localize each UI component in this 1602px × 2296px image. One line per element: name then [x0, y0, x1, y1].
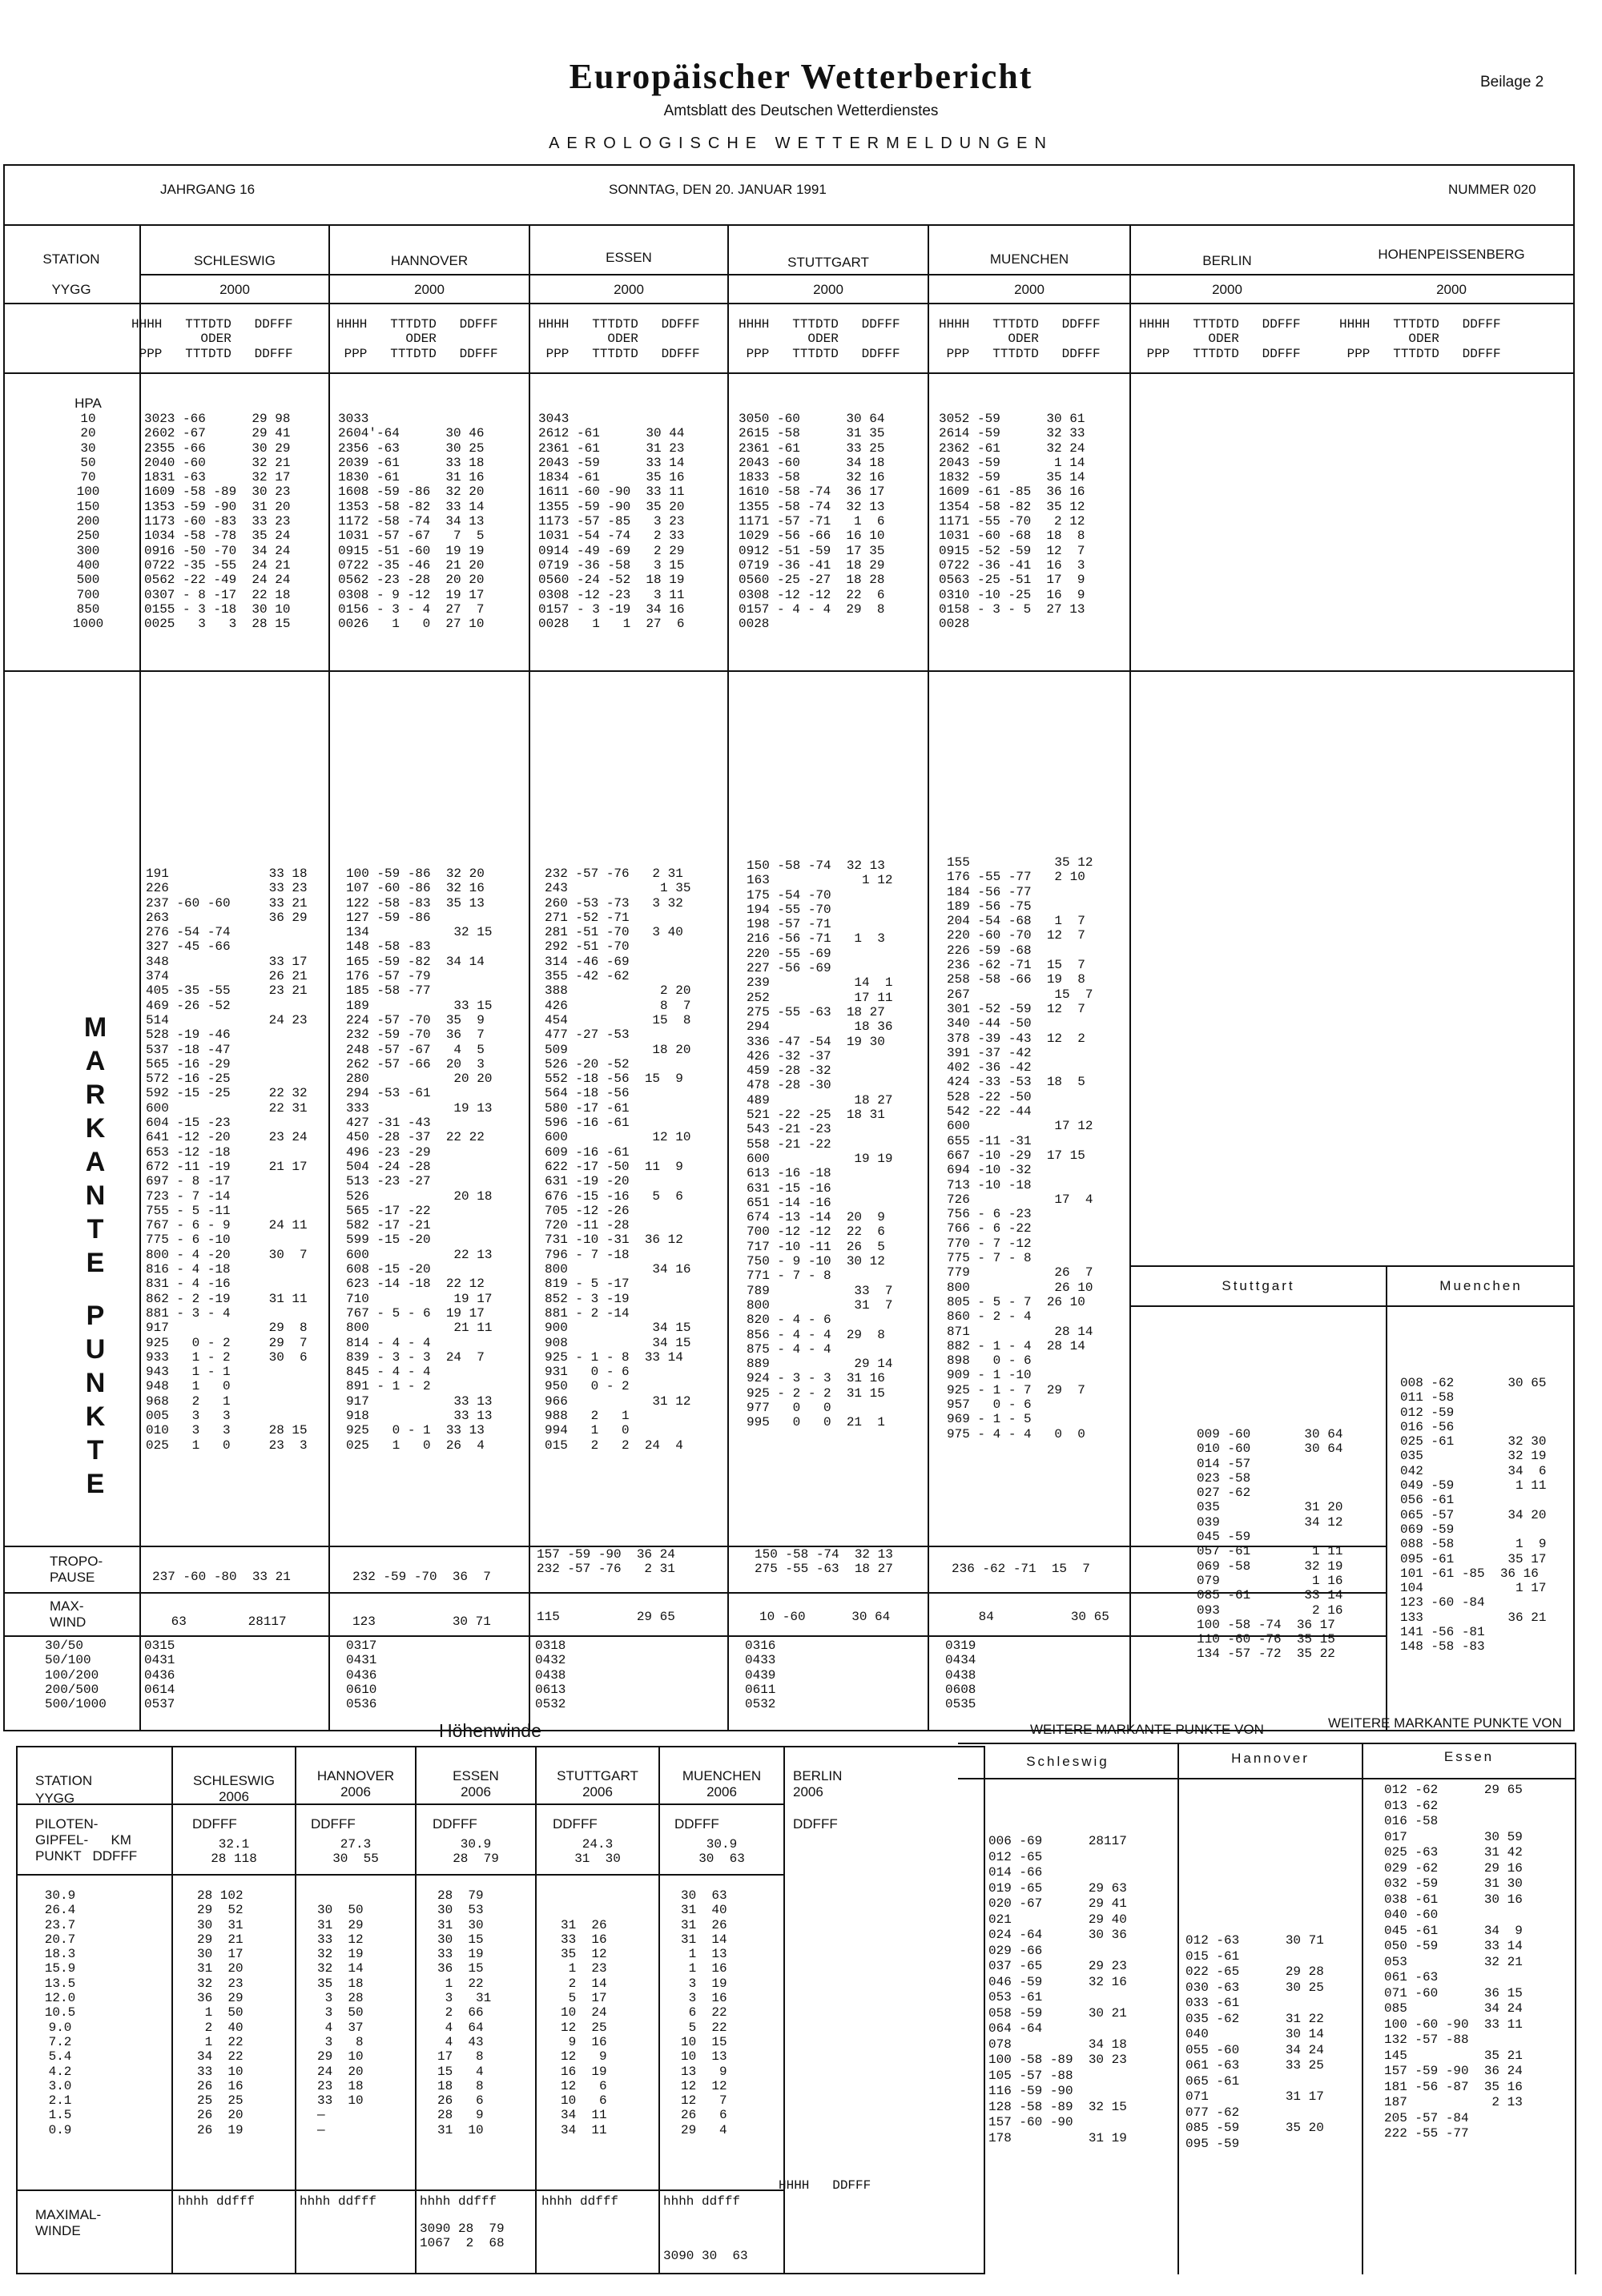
divider: [1131, 1305, 1575, 1307]
divider: [328, 224, 330, 1731]
station-hohenpeissenberg: HOHENPEISSENBERG: [1378, 247, 1525, 262]
divider: [1129, 224, 1131, 1731]
divider: [1386, 1265, 1387, 1731]
muenchen-extra-head: Muenchen: [1439, 1278, 1523, 1293]
divider: [1131, 1265, 1575, 1267]
markante-stuttgart: 150 -58 -74 32 13 163 1 12 175 -54 -70 194 -55 -70 198 -57 -71 216 -56 -71 1 3 220 -55 -69 227 -56 -69 239 14 1 252 17 11 275 -55 -63 18 27 294 18 36 336 -47 -54 19 30 426 -32 -37 459 -28 -32 478 -28 -30 489 18 27 521 -22 -25 18 31 543 -21 -23 558 -21 -22 600 19 19 613 -16 -18 631 -15 -16 651 -14 -16 674 -13 -14 20 9 700 -12 -12 22 6 717 -10 -11 26 5 750 - 9 -10 30 12 771 - 7 - 8 789 33 7 800 31 7 820 - 4 - 6 856 - 4 - 4 29 8 875 - 4 - 4 889 29 14 924 - 3 - 3 31 16 925 - 2 - 2 31 15 977 0 0 995 0 0 21 1: [747, 858, 893, 1430]
hw-max-head: hhhh ddfff: [663, 2194, 741, 2209]
station-schleswig: SCHLESWIG: [193, 253, 276, 268]
weitere-schleswig-head: Schleswig: [1026, 1754, 1109, 1769]
tropopause-muenchen: 236 -62 -71 15 7: [952, 1562, 1090, 1576]
hw-gipfel-hannover: 27.3 30 55: [332, 1837, 379, 1867]
divider: [1177, 1743, 1179, 2274]
hw-ddfff: DDFFF: [433, 1816, 477, 1832]
weitere-head-1: WEITERE MARKANTE PUNKTE VON: [1030, 1722, 1264, 1737]
divider: [171, 1746, 173, 2274]
hw-max-head: hhhh ddfff: [541, 2194, 619, 2209]
station-stuttgart: STUTTGART: [787, 255, 869, 270]
divider: [1362, 1743, 1363, 2274]
maxwind-essen: 115 29 65: [537, 1610, 675, 1624]
hw-station-berlin: BERLIN 2006: [793, 1768, 843, 1799]
hw-maximal-label: MAXIMAL- WINDE: [35, 2207, 102, 2238]
hw-station-schleswig: SCHLESWIG 2006: [192, 1773, 276, 1804]
hoehenwinde-title: Höhenwinde: [439, 1720, 541, 1741]
yygg-label: YYGG: [51, 282, 91, 297]
divider: [958, 1743, 1575, 1744]
standard-levels-hannover: 3033 2604'-64 30 46 2356 -63 30 25 2039 -61 33 18 1830 -61 31 16 1608 -59 -86 32 20 1353 -58 -82 33 14 1172 -58 -74 34 13 1031 -57 -67 7 5 0915 -51 -60 19 19 0722 -35 -46 21 20 0562 -23 -28 20 20 0308 - 9 -12 19 17 0156 - 3 - 4 27 7 0026 1 0 27 10: [338, 412, 485, 632]
markante-schleswig: 191 33 18 226 33 23 237 -60 -60 33 21 263 36 29 276 -54 -74 327 -45 -66 348 33 17 374 26 21 405 -35 -55 23 21 469 -26 -52 514 24 23 528 -19 -46 537 -18 -47 565 -16 -29 572 -16 -25 592 -15 -25 22 32 600 22 31 604 -15 -23 641 -12 -20 23 24 653 -12 -18 672 -11 -19 21 17 697 - 8 -17 723 - 7 -14 755 - 5 -11 767 - 6 - 9 24 11 775 - 6 -10 800 - 4 -20 30 7 816 - 4 -18 831 - 4 -16 862 - 2 -19 31 11 881 - 3 - 4 917 29 8 925 0 - 2 29 7 933 1 - 2 30 6 943 1 - 1 948 1 0 968 2 1 005 3 3 010 3 3 28 15 025 1 0 23 3: [146, 867, 308, 1453]
maxwind-muenchen: 84 30 65: [971, 1610, 1109, 1624]
markante-muenchen: 155 35 12 176 -55 -77 2 10 184 -56 -77 189 -56 -75 204 -54 -68 1 7 220 -60 -70 12 7 226 -59 -68 236 -62 -71 15 7 258 -58 -66 19 8 267 15 7 301 -52 -59 12 7 340 -44 -50 378 -39 -43 12 2 391 -37 -42 402 -36 -42 424 -33 -53 18 5 528 -22 -50 542 -22 -44 600 17 12 655 -11 -31 667 -10 -29 17 15 694 -10 -32 713 -10 -18 726 17 4 756 - 6 -23 766 - 6 -22 770 - 7 -12 775 - 7 - 8 779 26 7 800 26 10 805 - 5 - 7 26 10 860 - 2 - 4 871 28 14 882 - 1 - 4 28 14 898 0 - 6 909 - 1 -10 925 - 1 - 7 29 7 957 0 - 6 969 - 1 - 5 975 - 4 - 4 0 0: [947, 855, 1093, 1442]
station-berlin: BERLIN: [1202, 253, 1252, 268]
standard-levels-schleswig: 3023 -66 29 98 2602 -67 29 41 2355 -66 30 29 2040 -60 32 21 1831 -63 32 17 1609 -58 -89 30 23 1353 -59 -90 31 20 1173 -60 -83 33 23 1034 -58 -78 35 24 0916 -50 -70 34 24 0722 -35 -55 24 21 0562 -22 -49 24 24 0307 - 8 -17 22 18 0155 - 3 -18 30 10 0025 3 3 28 15: [144, 412, 291, 632]
station-yygg: 2000: [414, 282, 445, 297]
tropopause-label: TROPO- PAUSE: [50, 1554, 103, 1585]
hw-max-head: hhhh ddfff: [300, 2194, 377, 2209]
section-title: AEROLOGISCHE WETTERMELDUNGEN: [549, 135, 1053, 152]
station-yygg: 2000: [1212, 282, 1242, 297]
layers-muenchen: 0319 0434 0438 0608 0535: [945, 1639, 976, 1712]
hw-max-head: hhhh ddfff: [178, 2194, 256, 2209]
station-yygg: 2000: [1436, 282, 1467, 297]
station-muenchen: MUENCHEN: [989, 251, 1069, 267]
hw-ddfff: DDFFF: [793, 1816, 838, 1832]
issue-date: SONNTAG, DEN 20. JANUAR 1991: [609, 182, 827, 197]
maxwind-hannover: 123 30 71: [352, 1614, 491, 1629]
layer-labels: 30/50 50/100 100/200 200/500 500/1000: [45, 1639, 107, 1712]
layers-hannover: 0317 0431 0436 0610 0536: [346, 1639, 377, 1712]
hw-winds-hannover: 30 50 31 29 33 12 32 19 32 14 35 18 3 28 3 50 4 37 3 8 29 10 24 20 23 18 33 10 — —: [317, 1903, 364, 2137]
station-essen: ESSEN: [606, 250, 652, 265]
beilage-label: Beilage 2: [1480, 74, 1544, 90]
station-yygg: 2000: [1014, 282, 1045, 297]
hw-max-essen: 3090 28 79 1067 2 68: [420, 2222, 505, 2251]
weitere-essen-head: Essen: [1443, 1749, 1495, 1764]
divider: [3, 1635, 1386, 1637]
divider: [535, 1746, 537, 2274]
muenchen-extra-values: 008 -62 30 65 011 -58 012 -59 016 -56 025 -61 32 30 035 32 19 042 34 6 049 -59 1 11 056 -61 065 -57 34 20 069 -59 088 -58 1 9 095 -61 35 17 101 -61 -85 36 16 104 1 17 123 -60 -84 133 36 21 141 -56 -81 148 -58 -83: [1400, 1376, 1547, 1655]
markante-hannover: 100 -59 -86 32 20 107 -60 -86 32 16 122 -58 -83 35 13 127 -59 -86 134 32 15 148 -58 -83 165 -59 -82 34 14 176 -57 -79 185 -58 -77 189 33 15 224 -57 -70 35 9 232 -59 -70 36 7 248 -57 -67 4 5 262 -57 -66 20 3 280 20 20 294 -53 -61 333 19 13 427 -31 -43 450 -28 -37 22 22 496 -23 -29 504 -24 -28 513 -23 -27 526 20 18 565 -17 -22 582 -17 -21 599 -15 -20 600 22 13 608 -15 -20 623 -14 -18 22 12 710 19 17 767 - 5 - 6 19 17 800 21 11 814 - 4 - 4 839 - 3 - 3 24 7 845 - 4 - 4 891 - 1 - 2 917 33 13 918 33 13 925 0 - 1 33 13 025 1 0 26 4: [346, 867, 493, 1453]
divider: [139, 224, 141, 1731]
divider: [529, 224, 530, 1731]
page-subtitle: Amtsblatt des Deutschen Wetterdienstes: [663, 103, 939, 119]
hw-gipfel-essen: 30.9 28 79: [453, 1837, 499, 1867]
station-yygg: 2000: [219, 282, 250, 297]
issue-number: NUMMER 020: [1448, 182, 1536, 197]
divider: [928, 224, 929, 1731]
divider: [727, 224, 729, 1731]
maxwind-schleswig: 63 28117: [163, 1614, 287, 1629]
weitere-head-2: WEITERE MARKANTE PUNKTE VON: [1328, 1715, 1562, 1731]
column-head: HHHH TTTDTD DDFFF ODER PPP TTTDTD DDFFF: [131, 317, 293, 361]
hw-max-head: HHHH DDFFF: [779, 2178, 871, 2193]
layers-schleswig: 0315 0431 0436 0614 0537: [144, 1639, 175, 1712]
maxwind-stuttgart: 10 -60 30 64: [759, 1610, 891, 1624]
page-title: Europäischer Wetterbericht: [569, 57, 1033, 96]
hoehenwinde-frame: [16, 1746, 985, 2274]
weitere-hannover-values: 012 -63 30 71 015 -61 022 -65 29 28 030 -63 30 25 033 -61 035 -62 31 22 040 30 14 055 -60 34 24 061 -63 33 25 065 -61 071 31 17 077 -62 085 -59 35 20 095 -59: [1185, 1933, 1324, 2151]
tropopause-essen: 157 -59 -90 36 24 232 -57 -76 2 31: [537, 1547, 675, 1577]
hpa-levels: 10 20 30 50 70 100 150 200 250 300 400 500 700 850 1000: [72, 412, 104, 632]
standard-levels-stuttgart: 3050 -60 30 64 2615 -58 31 35 2361 -61 33 25 2043 -60 34 18 1833 -58 32 16 1610 -58 -74 36 17 1355 -58 -74 32 13 1171 -57 -71 1 6 1029 -56 -66 16 10 0912 -51 -59 17 35 0719 -36 -41 18 29 0560 -25 -27 18 28 0308 -12 -12 22 6 0157 - 4 - 4 29 8 0028: [739, 412, 885, 632]
hw-piloten-label: PILOTEN- GIPFEL- KM PUNKT DDFFF: [35, 1816, 138, 1864]
hw-station-stuttgart: STUTTGART 2006: [557, 1768, 638, 1799]
hw-ddfff: DDFFF: [674, 1816, 719, 1832]
hw-winds-muenchen: 30 63 31 40 31 26 31 14 1 13 1 16 3 19 3 16 6 22 5 22 10 15 10 13 13 9 12 12 12 7 26 6 29 4: [681, 1888, 727, 2137]
divider: [16, 2189, 785, 2191]
column-head: HHHH TTTDTD DDFFF ODER PPP TTTDTD DDFFF: [1139, 317, 1301, 361]
station-yygg: 2000: [813, 282, 843, 297]
hw-ddfff: DDFFF: [553, 1816, 598, 1832]
divider: [139, 274, 1575, 275]
maxwind-label: MAX- WIND: [50, 1598, 87, 1630]
hw-winds-schleswig: 28 102 29 52 30 31 29 21 30 17 31 20 32 23 36 29 1 50 2 40 1 22 34 22 33 10 26 16 25 25 26 20 26 19: [197, 1888, 244, 2137]
hw-station-label: STATION: [35, 1773, 93, 1788]
hpa-label: HPA: [74, 396, 102, 411]
column-head: HHHH TTTDTD DDFFF ODER PPP TTTDTD DDFFF: [538, 317, 700, 361]
divider: [16, 1874, 785, 1876]
stuttgart-extra-head: Stuttgart: [1222, 1278, 1295, 1293]
divider: [3, 303, 1575, 304]
divider: [783, 1746, 785, 2274]
markante-punkte-label: M A R K A N T E P U N K T E: [83, 1012, 107, 1499]
divider: [3, 1546, 1386, 1547]
hw-yygg-label: YYGG: [35, 1791, 75, 1806]
weitere-schleswig-values: 006 -69 28117 012 -65 014 -66 019 -65 29 63 020 -67 29 41 021 29 40 024 -64 30 36 029 -66 037 -65 29 23 046 -59 32 16 053 -61 058 -59 30 21 064 -64 078 34 18 100 -58 -89 30 23 105 -57 -88 116 -59 -90 128 -58 -89 32 15 157 -60 -90 178 31 19: [988, 1834, 1127, 2145]
hw-gipfel-muenchen: 30.9 30 63: [698, 1837, 745, 1867]
column-head: HHHH TTTDTD DDFFF ODER PPP TTTDTD DDFFF: [1339, 317, 1501, 361]
column-head: HHHH TTTDTD DDFFF ODER PPP TTTDTD DDFFF: [336, 317, 498, 361]
jahrgang: JAHRGANG 16: [160, 182, 256, 197]
divider: [295, 1746, 296, 2274]
hw-max-head: hhhh ddfff: [420, 2194, 497, 2209]
divider: [3, 670, 1575, 672]
standard-levels-essen: 3043 2612 -61 30 44 2361 -61 31 23 2043 -59 33 14 1834 -61 35 16 1611 -60 -90 33 11 1355 -59 -90 35 20 1173 -57 -85 3 23 1031 -54 -74 2 33 0914 -49 -69 2 29 0719 -36 -58 3 15 0560 -24 -52 18 19 0308 -12 -23 3 11 0157 - 3 -19 34 16 0028 1 1 27 6: [538, 412, 685, 632]
column-head: HHHH TTTDTD DDFFF ODER PPP TTTDTD DDFFF: [939, 317, 1101, 361]
hw-ddfff: DDFFF: [311, 1816, 356, 1832]
weitere-essen-values: 012 -62 29 65 013 -62 016 -58 017 30 59 025 -63 31 42 029 -62 29 16 032 -59 31 30 038 -61 30 16 040 -60 045 -61 34 9 050 -59 33 14 053 32 21 061 -63 071 -60 36 15 085 34 24 100 -60 -90 33 11 132 -57 -88 145 35 21 157 -59 -90 36 24 181 -56 -87 35 16 187 2 13 205 -57 -84 222 -55 -77: [1384, 1783, 1523, 2141]
column-head: HHHH TTTDTD DDFFF ODER PPP TTTDTD DDFFF: [739, 317, 900, 361]
hw-gipfel-stuttgart: 24.3 31 30: [574, 1837, 621, 1867]
hw-station-muenchen: MUENCHEN 2006: [682, 1768, 762, 1799]
hw-winds-essen: 28 79 30 53 31 30 30 15 33 19 36 15 1 22 3 31 2 66 4 64 4 43 17 8 15 4 18 8 26 6 28 9 31 10: [437, 1888, 492, 2137]
weitere-hannover-head: Hannover: [1231, 1751, 1310, 1766]
hw-ddfff: DDFFF: [192, 1816, 237, 1832]
divider: [415, 1746, 417, 2274]
divider: [3, 372, 1575, 374]
hw-max-muenchen: 3090 30 63: [663, 2249, 748, 2263]
hw-gipfel-schleswig: 32.1 28 118: [211, 1837, 257, 1867]
divider: [658, 1746, 660, 2274]
layers-essen: 0318 0432 0438 0613 0532: [535, 1639, 566, 1712]
station-yygg: 2000: [614, 282, 644, 297]
divider: [16, 1803, 785, 1805]
tropopause-hannover: 232 -59 -70 36 7: [352, 1570, 491, 1584]
hw-station-hannover: HANNOVER 2006: [316, 1768, 395, 1799]
standard-levels-muenchen: 3052 -59 30 61 2614 -59 32 33 2362 -61 32 24 2043 -59 1 14 1832 -59 35 14 1609 -61 -85 36 16 1354 -58 -82 35 12 1171 -55 -70 2 12 1031 -60 -68 18 8 0915 -52 -59 12 7 0722 -36 -41 16 3 0563 -25 -51 17 9 0310 -10 -25 16 9 0158 - 3 - 5 27 13 0028: [939, 412, 1085, 632]
hw-station-essen: ESSEN 2006: [453, 1768, 499, 1799]
divider: [3, 224, 1575, 226]
divider: [1575, 1743, 1576, 2274]
tropopause-schleswig: 237 -60 -80 33 21: [152, 1570, 291, 1584]
station-hannover: HANNOVER: [390, 253, 469, 268]
hw-winds-stuttgart: 31 26 33 16 35 12 1 23 2 14 5 17 10 24 12 25 9 16 12 9 16 19 12 6 10 6 34 11 34 11: [561, 1917, 607, 2137]
layers-stuttgart: 0316 0433 0439 0611 0532: [745, 1639, 776, 1712]
divider: [3, 1592, 1386, 1594]
hw-km-levels: 30.9 26.4 23.7 20.7 18.3 15.9 13.5 12.0 10.5 9.0 7.2 5.4 4.2 3.0 2.1 1.5 0.9: [44, 1888, 76, 2137]
stuttgart-extra-values: 009 -60 30 64 010 -60 30 64 014 -57 023 -58 027 -62 035 31 20 039 34 12 045 -59 057 -61 1 11 069 -58 32 19 079 1 16 085 -61 33 14 093 2 16 100 -58 -74 36 17 110 -60 -76 35 15 134 -57 -72 35 22: [1197, 1427, 1343, 1662]
divider: [958, 1778, 1575, 1779]
station-label: STATION: [42, 251, 100, 267]
tropopause-stuttgart: 150 -58 -74 32 13 275 -55 -63 18 27: [755, 1547, 893, 1577]
markante-essen: 232 -57 -76 2 31 243 1 35 260 -53 -73 3 32 271 -52 -71 281 -51 -70 3 40 292 -51 -70 314 -46 -69 355 -42 -62 388 2 20 426 8 7 454 15 8 477 -27 -53 509 18 20 526 -20 -52 552 -18 -56 15 9 564 -18 -56 580 -17 -61 596 -16 -61 600 12 10 609 -16 -61 622 -17 -50 11 9 631 -19 -20 676 -15 -16 5 6 705 -12 -26 720 -11 -28 731 -10 -31 36 12 796 - 7 -18 800 34 16 819 - 5 -17 852 - 3 -19 881 - 2 -14 900 34 15 908 34 15 925 - 1 - 8 33 14 931 0 - 6 950 0 - 2 966 31 12 988 2 1 994 1 0 015 2 2 24 4: [545, 867, 691, 1453]
